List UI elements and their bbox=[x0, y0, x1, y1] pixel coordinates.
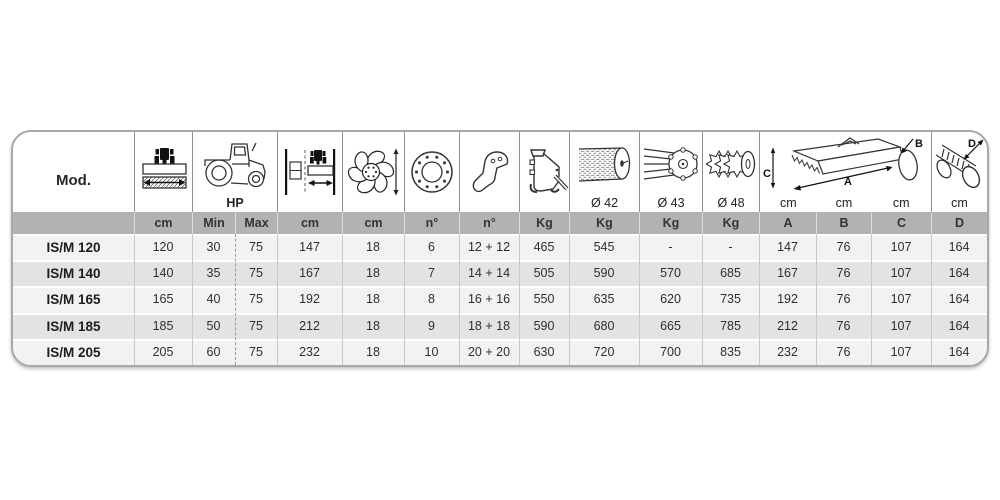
cage-roller-icon bbox=[576, 142, 634, 186]
rotor-blades-icon bbox=[346, 146, 402, 198]
unit-cell: Kg bbox=[519, 212, 569, 234]
value-cell: 720 bbox=[593, 344, 615, 359]
table-body bbox=[13, 234, 987, 365]
value-cell: 590 bbox=[533, 318, 555, 333]
unit-cell: A bbox=[759, 212, 816, 234]
unit-cell: Min bbox=[192, 212, 235, 234]
unit-cell: C bbox=[871, 212, 931, 234]
value-cell: 18 bbox=[366, 318, 380, 333]
column-separator bbox=[342, 234, 343, 365]
tractor-hp-header-cell bbox=[192, 132, 277, 212]
value-cell: 107 bbox=[890, 318, 912, 333]
unit-cell: B bbox=[816, 212, 871, 234]
value-cell: 18 bbox=[366, 266, 380, 281]
column-separator bbox=[816, 234, 817, 365]
value-cell: 665 bbox=[660, 318, 681, 333]
unit-cell: Kg bbox=[702, 212, 759, 234]
dim-letter-c: C bbox=[762, 168, 771, 180]
unit-cell: cm bbox=[134, 212, 192, 234]
flange-header-cell bbox=[404, 132, 459, 212]
dims-units bbox=[760, 196, 931, 210]
cage-roller-diameter: Ø 42 bbox=[590, 196, 619, 210]
value-cell: 18 bbox=[366, 344, 380, 359]
machine-weight-header-cell bbox=[519, 132, 569, 212]
value-cell: 7 bbox=[428, 266, 435, 281]
spike-roller-iconbox bbox=[703, 132, 759, 196]
value-cell: 735 bbox=[720, 292, 741, 307]
value-cell: 8 bbox=[428, 292, 435, 307]
value-cell: 685 bbox=[720, 266, 741, 281]
value-cell: 785 bbox=[720, 318, 741, 333]
table-row bbox=[13, 234, 987, 260]
rotor-header-cell bbox=[342, 132, 404, 212]
dimension-d-header-cell bbox=[931, 132, 987, 212]
value-cell: 590 bbox=[593, 266, 615, 281]
value-cell: 75 bbox=[249, 344, 263, 359]
model-cell: IS/M 140 bbox=[46, 266, 101, 282]
column-separator bbox=[759, 234, 760, 365]
unit-row bbox=[13, 212, 987, 234]
dim-letter-d: D bbox=[967, 138, 976, 150]
column-separator bbox=[235, 234, 236, 365]
value-cell: 30 bbox=[206, 240, 221, 254]
value-cell: 232 bbox=[299, 344, 320, 359]
dimension-d-iconbox bbox=[932, 132, 987, 196]
value-cell: 167 bbox=[299, 266, 320, 281]
mod-header-cell bbox=[13, 132, 134, 212]
value-cell: 75 bbox=[249, 266, 263, 281]
column-separator bbox=[134, 234, 135, 365]
value-cell: 140 bbox=[152, 266, 174, 281]
unit-cell: Kg bbox=[569, 212, 639, 234]
tractor-iconbox bbox=[193, 132, 277, 196]
column-separator bbox=[702, 234, 703, 365]
value-cell: 50 bbox=[206, 318, 221, 333]
value-cell: 76 bbox=[836, 266, 851, 281]
table-header bbox=[13, 132, 987, 212]
value-cell: 107 bbox=[890, 292, 912, 307]
value-cell: 6 bbox=[428, 240, 435, 254]
value-cell: 192 bbox=[777, 292, 798, 307]
dim-unit-d: cm bbox=[951, 196, 968, 210]
value-cell: 165 bbox=[152, 292, 174, 307]
value-cell: 635 bbox=[593, 292, 615, 307]
value-cell: 192 bbox=[299, 292, 320, 307]
dim-unit-c: cm bbox=[892, 196, 910, 210]
value-cell: 20 + 20 bbox=[467, 344, 511, 359]
value-cell: 185 bbox=[152, 318, 174, 333]
value-cell: 465 bbox=[533, 240, 555, 254]
column-separator bbox=[931, 234, 932, 365]
bar-roller-header-cell bbox=[639, 132, 702, 212]
value-cell: 16 + 16 bbox=[467, 292, 511, 307]
value-cell: 18 bbox=[366, 240, 380, 254]
value-cell: 76 bbox=[836, 344, 851, 359]
value-cell: 76 bbox=[836, 240, 851, 254]
value-cell: 212 bbox=[777, 318, 798, 333]
model-cell: IS/M 205 bbox=[46, 344, 101, 360]
flange-icon bbox=[408, 146, 456, 198]
value-cell: 75 bbox=[249, 240, 263, 254]
value-cell: 75 bbox=[249, 292, 263, 307]
table-row bbox=[13, 313, 987, 339]
value-cell: 120 bbox=[152, 240, 174, 254]
column-separator bbox=[404, 234, 405, 365]
column-separator bbox=[871, 234, 872, 365]
mod-label: Mod. bbox=[56, 171, 91, 189]
unit-cell: n° bbox=[459, 212, 519, 234]
value-cell: 205 bbox=[152, 344, 174, 359]
value-cell: 76 bbox=[836, 318, 851, 333]
tractor-hp-icon bbox=[198, 139, 272, 189]
value-cell: 700 bbox=[660, 344, 681, 359]
unit-cell: cm bbox=[342, 212, 404, 234]
model-cell: IS/M 165 bbox=[46, 292, 101, 308]
value-cell: 164 bbox=[948, 292, 970, 307]
column-separator bbox=[192, 234, 193, 365]
machine-weight-icon bbox=[521, 146, 569, 198]
spike-roller-diameter: Ø 48 bbox=[717, 196, 745, 210]
value-cell: 76 bbox=[836, 292, 851, 307]
unit-cell: cm bbox=[277, 212, 342, 234]
dim-unit-b: cm bbox=[835, 196, 853, 210]
table-row bbox=[13, 339, 987, 365]
value-cell: 107 bbox=[890, 344, 912, 359]
unit-cell-empty bbox=[13, 212, 134, 234]
spike-roller-icon bbox=[706, 142, 756, 186]
column-separator bbox=[569, 234, 570, 365]
value-cell: 570 bbox=[660, 266, 681, 281]
cage-roller-header-cell bbox=[569, 132, 639, 212]
value-cell: 75 bbox=[249, 318, 263, 333]
overall-width-icon bbox=[138, 147, 190, 197]
value-cell: 212 bbox=[299, 318, 320, 333]
machine-dimensions-icon bbox=[762, 135, 930, 193]
spike-roller-header-cell bbox=[702, 132, 759, 212]
model-cell: IS/M 120 bbox=[46, 240, 101, 255]
value-cell: 147 bbox=[299, 240, 320, 254]
dim-letter-b: B bbox=[914, 138, 923, 150]
value-cell: 107 bbox=[890, 266, 912, 281]
blade-icon bbox=[467, 146, 513, 198]
unit-cell: D bbox=[931, 212, 987, 234]
unit-cell: n° bbox=[404, 212, 459, 234]
unit-cell: Kg bbox=[639, 212, 702, 234]
dimensions-header-cell bbox=[759, 132, 931, 212]
value-cell: 107 bbox=[890, 240, 912, 254]
value-cell: 60 bbox=[206, 344, 221, 359]
value-cell: 164 bbox=[948, 266, 970, 281]
bar-roller-icon bbox=[644, 142, 698, 186]
value-cell: - bbox=[668, 240, 673, 254]
dim-unit-a: cm bbox=[780, 196, 797, 210]
bar-roller-iconbox bbox=[640, 132, 702, 196]
value-cell: 40 bbox=[206, 292, 221, 307]
value-cell: - bbox=[728, 240, 733, 254]
value-cell: 545 bbox=[593, 240, 615, 254]
column-separator bbox=[459, 234, 460, 365]
column-separator bbox=[639, 234, 640, 365]
dim-letter-a: A bbox=[843, 176, 852, 188]
overall-width-header-cell bbox=[134, 132, 192, 212]
value-cell: 835 bbox=[720, 344, 741, 359]
table-row bbox=[13, 260, 987, 286]
working-width-header-cell bbox=[277, 132, 342, 212]
value-cell: 167 bbox=[777, 266, 798, 281]
column-separator bbox=[277, 234, 278, 365]
value-cell: 10 bbox=[424, 344, 439, 359]
value-cell: 164 bbox=[948, 344, 970, 359]
value-cell: 35 bbox=[206, 266, 221, 281]
value-cell: 505 bbox=[533, 266, 555, 281]
value-cell: 164 bbox=[948, 240, 970, 254]
value-cell: 630 bbox=[533, 344, 555, 359]
column-separator bbox=[519, 234, 520, 365]
value-cell: 18 + 18 bbox=[467, 318, 511, 333]
blade-header-cell bbox=[459, 132, 519, 212]
value-cell: 680 bbox=[593, 318, 615, 333]
roller-dimension-icon bbox=[934, 135, 986, 193]
value-cell: 147 bbox=[777, 240, 798, 254]
value-cell: 164 bbox=[948, 318, 970, 333]
model-cell: IS/M 185 bbox=[46, 318, 101, 334]
working-width-icon bbox=[281, 146, 339, 198]
table-row bbox=[13, 286, 987, 312]
cage-roller-iconbox bbox=[570, 132, 639, 196]
value-cell: 232 bbox=[777, 344, 798, 359]
value-cell: 12 + 12 bbox=[467, 240, 511, 254]
unit-cell: Max bbox=[235, 212, 277, 234]
value-cell: 14 + 14 bbox=[467, 266, 511, 281]
value-cell: 620 bbox=[660, 292, 681, 307]
bar-roller-diameter: Ø 43 bbox=[657, 196, 685, 210]
value-cell: 550 bbox=[533, 292, 555, 307]
dimensions-iconbox bbox=[760, 132, 931, 196]
spec-table bbox=[11, 130, 989, 367]
value-cell: 9 bbox=[428, 318, 435, 333]
hp-label: HP bbox=[226, 196, 244, 210]
value-cell: 18 bbox=[366, 292, 380, 307]
